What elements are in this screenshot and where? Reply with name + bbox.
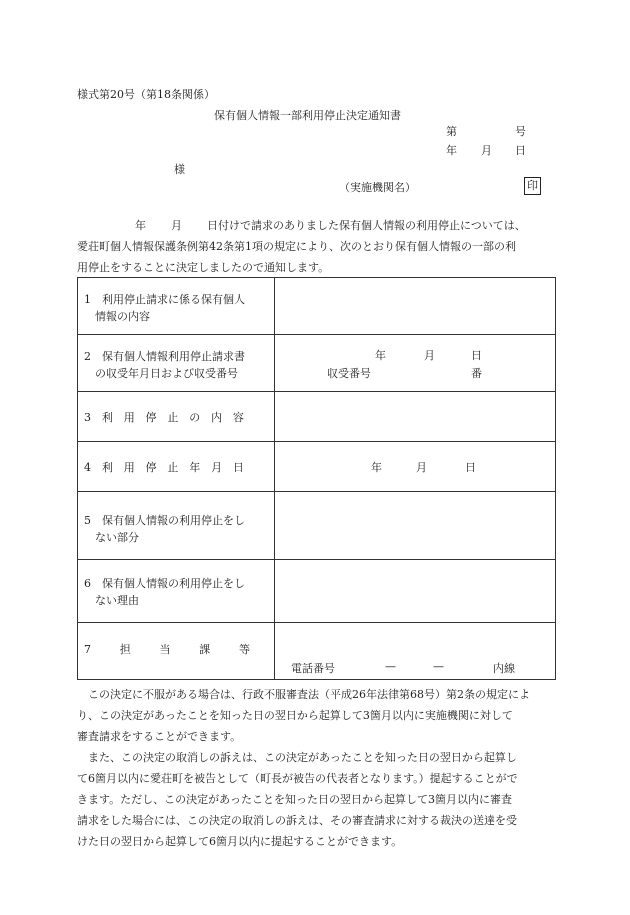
- table-row: [78, 560, 556, 623]
- receipt-year: 年: [375, 349, 386, 362]
- table-row: [78, 623, 556, 680]
- notice-line: 請求をした場合には、この決定の取消しの訴えは、その審査請求に対する裁決の送達を受: [77, 814, 517, 827]
- decision-table: [77, 277, 556, 680]
- table-row: [78, 335, 556, 392]
- notice-line: 審査請求をすることができます。: [77, 730, 242, 743]
- phone-label: 電話番号: [291, 662, 335, 675]
- document-title: 保有個人情報一部利用停止決定通知書: [214, 109, 401, 122]
- receipt-month: 月: [424, 349, 435, 362]
- intro-day-text: 日付けで請求のありました保有個人情報の利用停止については、: [207, 219, 526, 232]
- seal-mark: 印: [524, 177, 541, 195]
- intro-paragraph: [77, 215, 555, 278]
- notice-line: また、この決定の取消しの訴えは、この決定があったことを知った日の翌日から起算し: [77, 751, 517, 764]
- table-row: [78, 492, 556, 560]
- notice-line: この決定に不服がある場合は、行政不服審査法（平成26年法律第68号）第2条の規定によ: [77, 688, 530, 701]
- stop-date-month: 月: [416, 461, 427, 474]
- intro-line-1: [77, 215, 555, 236]
- receipt-number-label: 収受番号: [327, 367, 371, 380]
- phone-dash-1: —: [385, 660, 396, 673]
- row7-label: 7 担 当 課 等: [78, 623, 275, 680]
- phone-dash-2: —: [433, 660, 444, 673]
- row5-label: 5 保有個人情報の利用停止をし ない部分: [78, 492, 275, 560]
- notice-line: きます。ただし、この決定があったことを知った日の翌日から起算して3箇月以内に審査: [77, 793, 513, 806]
- form-number: 様式第20号（第18条関係）: [77, 88, 215, 101]
- agency-name: （実施機関名）: [339, 181, 416, 194]
- appeal-notice: [77, 684, 555, 852]
- table-row: [78, 392, 556, 442]
- row7-value: [275, 623, 556, 680]
- row4-label: 4 利 用 停 止 年 月 日: [78, 442, 275, 492]
- doc-number-go: 号: [515, 125, 526, 138]
- receipt-day: 日: [471, 349, 482, 362]
- stop-date-year: 年: [371, 461, 382, 474]
- receipt-number-suffix: 番: [471, 367, 482, 380]
- doc-number-dai: 第: [446, 125, 457, 138]
- issue-date-month: 月: [481, 144, 492, 157]
- row2-value: [275, 335, 556, 392]
- row2-label: 2 保有個人情報利用停止請求書 の収受年月日および収受番号: [78, 335, 275, 392]
- table-row: [78, 278, 556, 335]
- row6-label: 6 保有個人情報の利用停止をし ない理由: [78, 560, 275, 623]
- intro-year: 年: [135, 219, 146, 232]
- row1-value: [275, 278, 556, 335]
- row1-label: 1 利用停止請求に係る保有個人 情報の内容: [78, 278, 275, 335]
- issue-date-day: 日: [515, 144, 526, 157]
- row4-value: [275, 442, 556, 492]
- row5-value: [275, 492, 556, 560]
- issue-date-year: 年: [446, 144, 457, 157]
- extension-label: 内線: [493, 662, 515, 675]
- stop-date-day: 日: [465, 461, 476, 474]
- notice-line: り、この決定があったことを知った日の翌日から起算して3箇月以内に実施機関に対して: [77, 709, 513, 722]
- recipient-suffix: 様: [174, 163, 185, 176]
- notice-line: て6箇月以内に愛荘町を被告として（町長が被告の代表者となります。）提起することがで: [77, 772, 518, 785]
- intro-line-2: 愛荘町個人情報保護条例第42条第1項の規定により、次のとおり保有個人情報の一部の利: [77, 240, 516, 253]
- table-row: [78, 442, 556, 492]
- notice-line: けた日の翌日から起算して6箇月以内に提起することができます。: [77, 835, 403, 848]
- row3-label: 3 利 用 停 止 の 内 容: [78, 392, 275, 442]
- intro-month: 月: [171, 219, 182, 232]
- row3-value: [275, 392, 556, 442]
- row6-value: [275, 560, 556, 623]
- intro-line-3: 用停止をすることに決定しましたので通知します。: [77, 261, 330, 274]
